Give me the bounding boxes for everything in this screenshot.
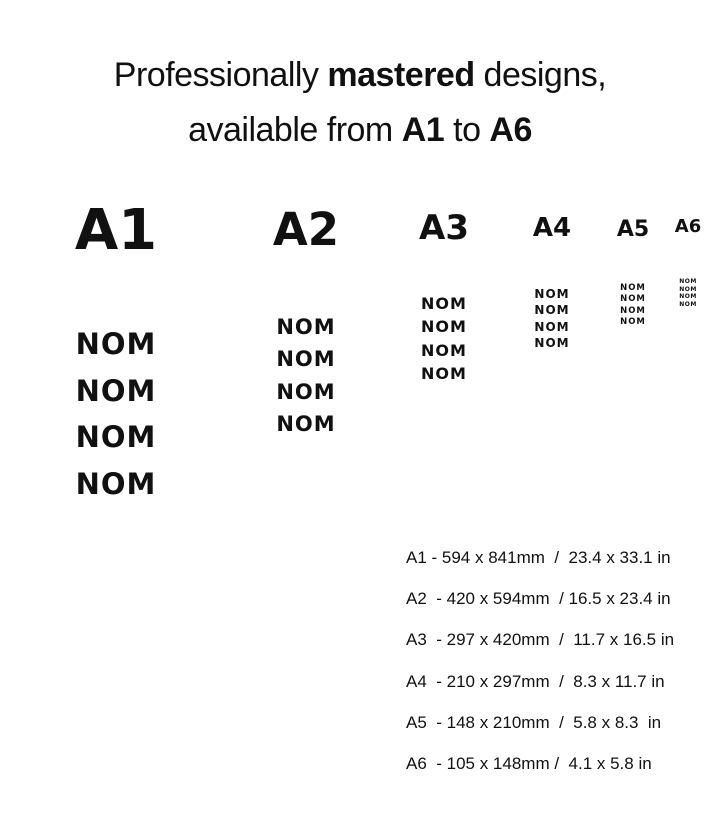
nom-stack-a1 — [58, 321, 174, 507]
headline-text-mastered: mastered — [327, 56, 475, 94]
nom-text: NOM — [75, 420, 157, 454]
nom-text: NOM — [421, 317, 467, 337]
spec-item-a6: A6 - 105 x 148mm / 4.1 x 5.8 in — [406, 753, 652, 773]
nom-text: NOM — [534, 303, 570, 318]
nom-text: NOM — [679, 300, 697, 308]
size-label-a5: A5 — [616, 217, 650, 242]
size-column-a3 — [408, 0, 480, 385]
spec-item-a5: A5 - 148 x 210mm / 5.8 x 8.3 in — [406, 712, 662, 732]
size-label-a4: A4 — [532, 213, 572, 243]
nom-text: NOM — [534, 335, 570, 350]
nom-text: NOM — [620, 305, 646, 316]
nom-text: NOM — [679, 285, 697, 293]
headline-text-professionally: Professionally — [113, 56, 328, 94]
nom-text: NOM — [421, 340, 467, 360]
spec-item-a4: A4 - 210 x 297mm / 8.3 x 11.7 in — [406, 671, 665, 691]
headline-text-designs: designs, — [474, 56, 607, 94]
nom-stack-a6 — [670, 278, 706, 308]
size-label-a1: A1 — [74, 198, 158, 263]
nom-text: NOM — [75, 373, 157, 408]
nom-stack-a3 — [408, 292, 480, 385]
headline-text-a1: A1 — [401, 111, 445, 149]
nom-text: NOM — [534, 287, 570, 301]
nom-text: NOM — [276, 411, 336, 436]
headline-text-available-from: available from — [188, 111, 402, 149]
nom-text: NOM — [421, 294, 467, 313]
size-column-a1 — [58, 0, 174, 507]
headline-text-to: to — [444, 111, 490, 149]
nom-text: NOM — [276, 315, 336, 339]
nom-text: NOM — [75, 466, 157, 501]
nom-text: NOM — [421, 363, 467, 383]
nom-text: NOM — [620, 283, 646, 293]
spec-item-a1: A1 - 594 x 841mm / 23.4 x 33.1 in — [406, 548, 671, 567]
nom-text: NOM — [276, 347, 336, 372]
size-label-a6: A6 — [674, 216, 702, 237]
size-label-a3: A3 — [419, 208, 469, 248]
nom-text: NOM — [620, 294, 646, 305]
spec-item-a2: A2 - 420 x 594mm / 16.5 x 23.4 in — [406, 589, 671, 609]
nom-text: NOM — [620, 316, 646, 327]
nom-text: NOM — [679, 278, 697, 285]
size-column-a6 — [670, 0, 706, 308]
nom-text: NOM — [679, 293, 697, 301]
headline-text-a6: A6 — [489, 111, 532, 149]
size-column-a4 — [524, 0, 580, 351]
nom-stack-a5 — [610, 283, 656, 328]
nom-text: NOM — [75, 327, 157, 361]
nom-stack-a4 — [524, 286, 580, 351]
spec-item-a3: A3 - 297 x 420mm / 11.7 x 16.5 in — [406, 630, 675, 650]
size-column-a2 — [258, 0, 354, 440]
size-column-a5 — [610, 0, 656, 328]
nom-text: NOM — [276, 379, 336, 404]
nom-text: NOM — [534, 319, 570, 334]
nom-stack-a2 — [258, 311, 354, 440]
size-label-a2: A2 — [272, 203, 340, 256]
size-spec-list — [406, 545, 674, 792]
